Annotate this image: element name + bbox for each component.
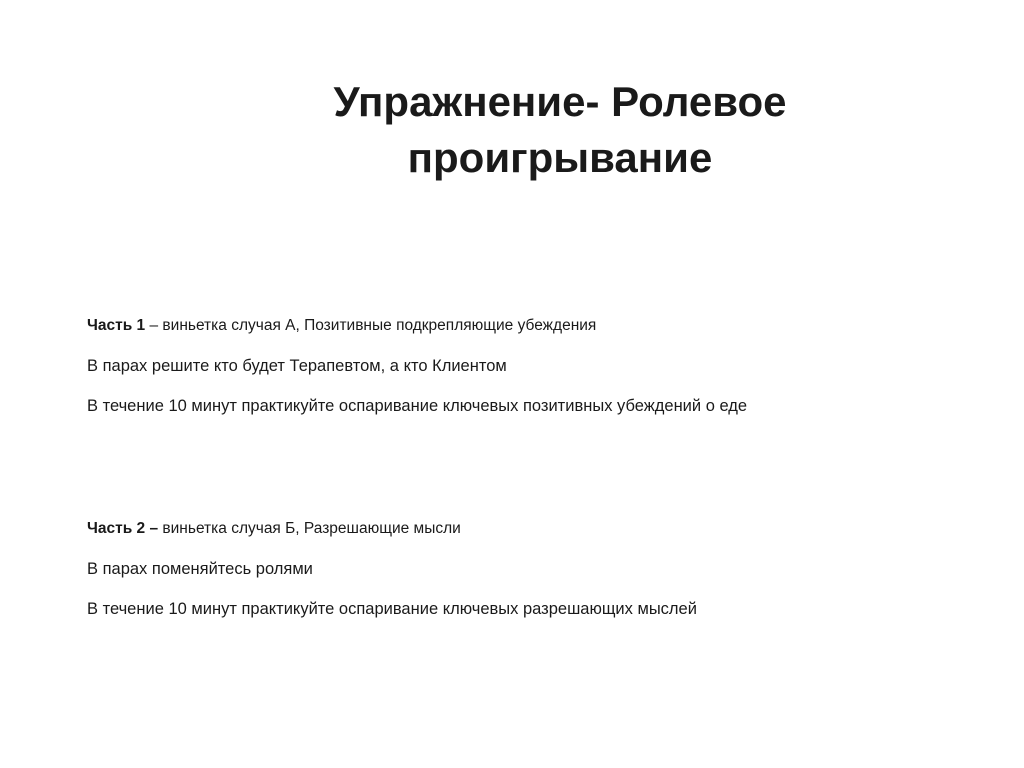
part-1-label: Часть 1 — [87, 317, 146, 334]
part-2-section — [87, 517, 947, 621]
slide-title-line-1: Упражнение- Ролевое — [333, 78, 787, 125]
part-2-instruction-1: В парах поменяйтесь ролями — [87, 560, 313, 578]
part-2-instruction-2: В течение 10 минут практикуйте оспаривание ключевых разрешающих мыслей — [87, 600, 697, 618]
part-2-heading — [87, 517, 947, 541]
part-1-heading — [87, 314, 947, 338]
slide-title — [280, 74, 840, 186]
part-2-heading-text: виньетка случая Б, Разрешающие мысли — [158, 520, 461, 537]
part-2-label: Часть 2 – — [87, 520, 159, 537]
part-1-section — [87, 314, 947, 418]
part-1-heading-text: – виньетка случая А, Позитивные подкрепляющие убеждения — [145, 317, 597, 334]
slide-title-line-2: проигрывание — [407, 134, 713, 181]
part-1-instruction-2: В течение 10 минут практикуйте оспаривание ключевых позитивных убеждений о еде — [87, 397, 748, 415]
part-1-instruction-1: В парах решите кто будет Терапевтом, а кто Клиентом — [87, 357, 507, 375]
